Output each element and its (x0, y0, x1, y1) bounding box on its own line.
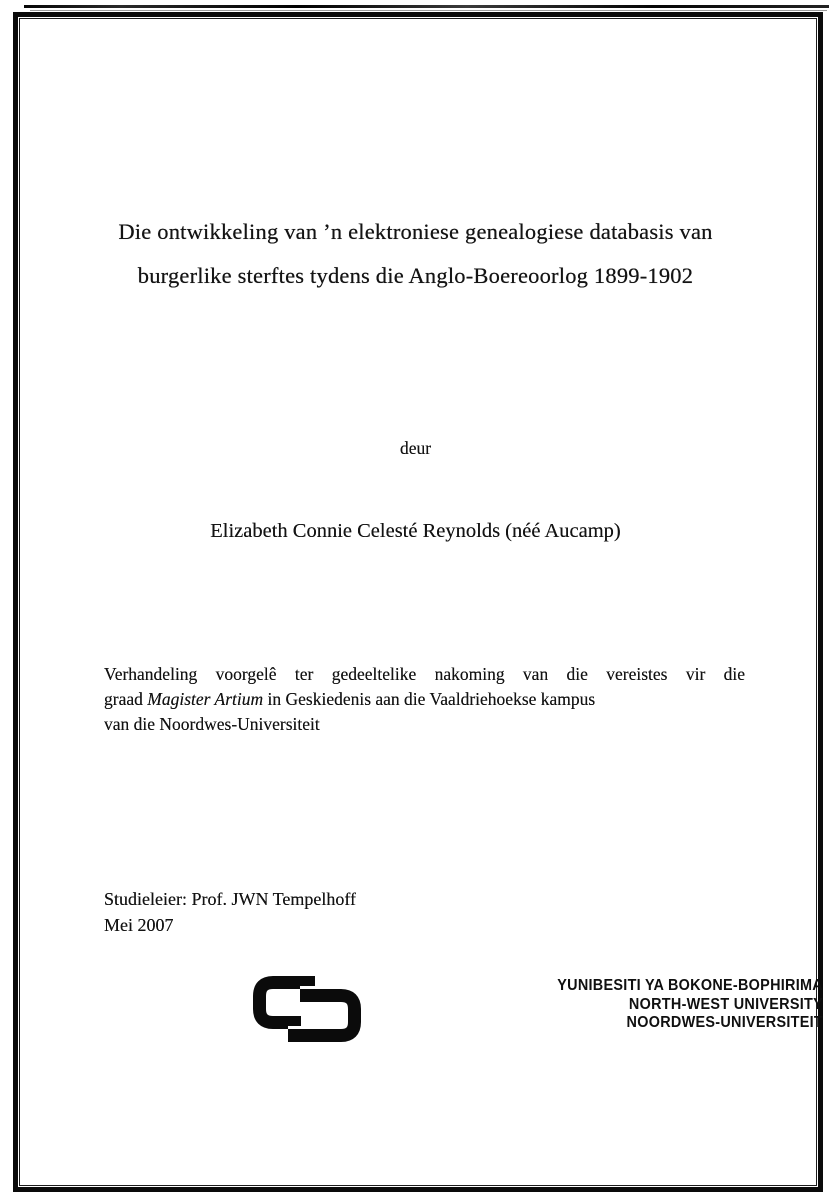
scan-edge-artifact (24, 5, 829, 8)
submission-line-2-prefix: graad (104, 689, 148, 709)
submission-statement (104, 662, 745, 737)
degree-name: Magister Artium (147, 689, 264, 709)
supervisor-block (104, 886, 356, 938)
scan-edge-artifact-thin (30, 10, 827, 11)
university-logo-text (544, 977, 823, 1033)
date-line: Mei 2007 (104, 915, 174, 935)
submission-line-2-suffix: in Geskiedenis aan die Vaaldriehoekse kampus (263, 689, 596, 709)
submission-line-2 (104, 689, 595, 709)
submission-line-1: Verhandeling voorgelê ter gedeeltelike nakoming van die vereistes vir die (104, 664, 745, 684)
logo-text-english: NORTH-WEST UNIVERSITY (628, 995, 823, 1013)
nwu-logo-icon (253, 976, 361, 1042)
submission-line-3: van die Noordwes-Universiteit (104, 714, 320, 734)
university-logo (253, 972, 823, 1052)
thesis-title-line-2: burgerlike sterftes tydens die Anglo-Boereoorlog 1899-1902 (137, 263, 694, 288)
author-name: Elizabeth Connie Celesté Reynolds (néé Aucamp) (210, 520, 621, 542)
logo-text-afrikaans: NOORDWES-UNIVERSITEIT (626, 1014, 823, 1031)
byline-label: deur (399, 438, 432, 458)
logo-text-setswana: YUNIBESITI YA BOKONE-BOPHIRIMA (557, 977, 823, 994)
thesis-title-line-1: Die ontwikkeling van ’n elektroniese genealogiese databasis van (118, 219, 713, 244)
supervisor-line: Studieleier: Prof. JWN Tempelhoff (104, 889, 357, 909)
thesis-title (60, 210, 771, 298)
